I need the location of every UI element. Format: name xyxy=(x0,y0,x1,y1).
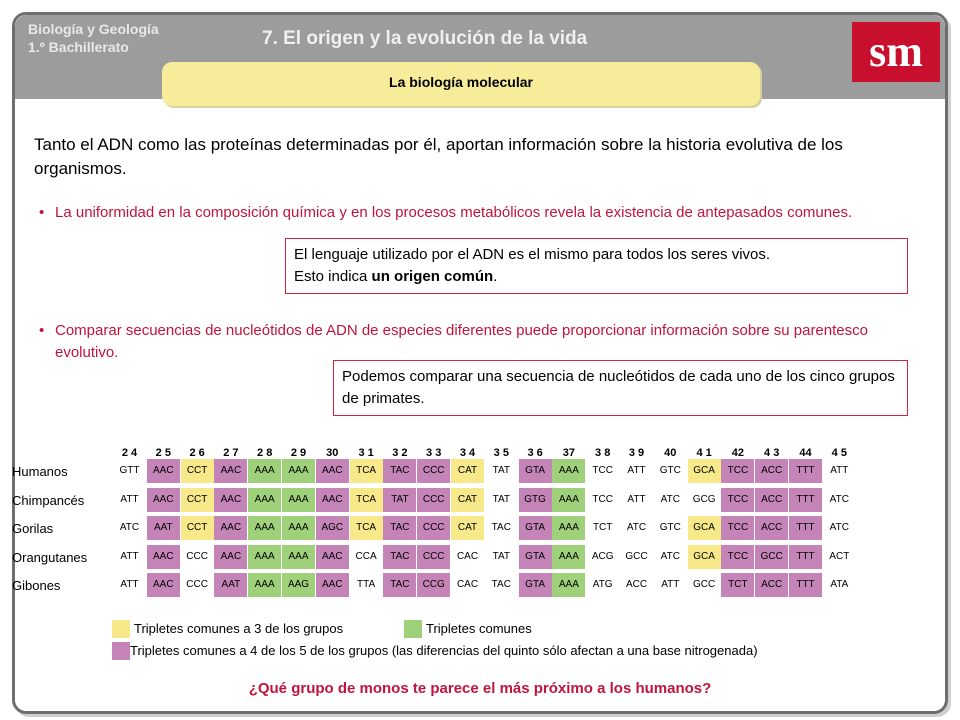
triplet-cell: GCA xyxy=(688,516,721,540)
row-label: Chimpancés xyxy=(12,492,85,508)
triplet-cell: GTA xyxy=(519,573,552,597)
triplet-cell: AAC xyxy=(316,545,349,569)
triplet-cell: TTT xyxy=(789,573,822,597)
triplet-cell: GTA xyxy=(519,516,552,540)
column-header: 3 8 xyxy=(595,447,611,459)
triplet-cell: AAC xyxy=(316,459,349,483)
triplet-cell: AAC xyxy=(147,488,180,512)
triplet-cell: AAC xyxy=(214,516,247,540)
triplet-cell: GCC xyxy=(625,550,648,562)
triplet-cell: CCC xyxy=(417,459,450,483)
column-header: 2 9 xyxy=(290,447,307,459)
triplet-cell: AAA xyxy=(248,459,281,483)
triplet-cell: AGC xyxy=(316,516,349,540)
triplet-cell: TAC xyxy=(383,459,416,483)
triplet-cell: AAA xyxy=(552,459,585,483)
column-header: 40 xyxy=(664,447,677,459)
compare-box xyxy=(333,360,908,416)
bullet-marker: • xyxy=(39,322,45,339)
triplet-cell: CCC xyxy=(417,488,450,512)
triplet-cell: AAC xyxy=(316,488,349,512)
triplet-cell: TCC xyxy=(721,516,754,540)
triplet-cell: TCA xyxy=(350,516,383,540)
triplet-cell: AAA xyxy=(282,516,315,540)
triplet-cell: AAA xyxy=(282,459,315,483)
column-header: 2 6 xyxy=(189,447,205,459)
triplet-cell: GCA xyxy=(688,545,721,569)
triplet-cell: TCC xyxy=(592,493,613,505)
triplet-cell: TTA xyxy=(357,579,376,590)
triplet-cell: AAA xyxy=(552,488,585,512)
triplet-cell: CCC xyxy=(417,516,450,540)
triplet-cell: CCC xyxy=(186,550,208,562)
triplet-cell: ATT xyxy=(120,493,139,505)
triplet-cell: TCA xyxy=(350,488,383,512)
triplet-cell: CAT xyxy=(451,488,484,512)
triplet-cell: ATT xyxy=(120,550,139,562)
triplet-cell: CAC xyxy=(456,550,479,562)
legend-green-swatch xyxy=(404,620,422,638)
compare-box-text: Podemos comparar una secuencia de nucleótidos de cada uno de los cinco grupos de primates. xyxy=(342,368,895,407)
legend-yellow-swatch xyxy=(112,620,130,638)
triplet-cell: ATG xyxy=(592,579,613,590)
column-header: 42 xyxy=(731,447,745,459)
column-header: 3 5 xyxy=(493,447,509,459)
triplet-cell: TAT xyxy=(492,493,510,505)
triplet-cell: GCC xyxy=(692,579,716,590)
chapter-title: 7. El origen y la evolución de la vida xyxy=(262,28,588,49)
common-origin-bold: un origen común xyxy=(371,268,494,285)
triplet-cell: GTC xyxy=(659,522,681,533)
triplet-cell: TAC xyxy=(383,573,416,597)
triplet-cell: AAA xyxy=(552,573,585,597)
logo-text: sm xyxy=(869,27,923,76)
triplet-cell: AAC xyxy=(316,573,349,597)
triplet-cell: CCC xyxy=(417,545,450,569)
triplet-cell: AAA xyxy=(282,545,315,569)
triplet-cell: TCC xyxy=(721,488,754,512)
column-header: 44 xyxy=(799,447,812,459)
triplet-cell: AAA xyxy=(282,488,315,512)
row-label: Orangutanes xyxy=(12,549,88,565)
row-label: Gorilas xyxy=(12,521,54,536)
row-label: Humanos xyxy=(12,464,68,479)
subject-line-2: 1.º Bachillerato xyxy=(28,39,129,55)
triplet-cell: TAC xyxy=(491,579,511,590)
triplet-cell: TCC xyxy=(721,459,754,483)
column-header: 2 7 xyxy=(223,447,239,459)
column-header: 2 4 xyxy=(121,447,138,459)
triplet-cell: CAC xyxy=(456,579,479,590)
section-title: La biología molecular xyxy=(389,74,533,90)
triplet-cell: CCC xyxy=(186,579,208,590)
triplet-cell: ATT xyxy=(627,493,646,505)
bullet-marker: • xyxy=(39,204,45,221)
common-origin-post: . xyxy=(493,268,498,285)
triplet-cell: ATC xyxy=(626,522,647,533)
triplet-cell: ACC xyxy=(625,579,648,590)
subject-line-1: Biología y Geología xyxy=(28,21,159,37)
triplet-cell: ATC xyxy=(119,522,140,533)
triplet-cell: TAT xyxy=(492,465,510,476)
triplet-cell: ACC xyxy=(755,573,788,597)
triplet-cell: TAC xyxy=(383,516,416,540)
column-header: 4 3 xyxy=(764,447,780,459)
triplet-cell: TCC xyxy=(592,465,613,476)
triplet-cell: AAA xyxy=(248,488,281,512)
triplet-cell: GTA xyxy=(519,545,552,569)
triplet-cell: AAC xyxy=(147,459,180,483)
triplet-cell: GCG xyxy=(692,493,716,505)
triplet-cell: AAG xyxy=(282,573,315,597)
triplet-cell: ATC xyxy=(660,550,680,562)
column-header: 4 5 xyxy=(831,447,847,459)
triplet-cell: TCA xyxy=(350,459,383,483)
column-header: 2 5 xyxy=(155,447,171,459)
subject-label xyxy=(28,20,218,56)
triplet-cell: ACC xyxy=(755,488,788,512)
triplet-cell: TTT xyxy=(789,459,822,483)
triplet-cell: ATT xyxy=(661,579,680,590)
triplet-cell: CCT xyxy=(181,516,214,540)
triplet-cell: GTT xyxy=(119,465,140,476)
triplet-cell: ATT xyxy=(120,579,139,590)
triplet-cell: ATT xyxy=(627,465,646,476)
common-origin-line-2 xyxy=(294,266,899,288)
triplet-cell: ATC xyxy=(829,522,849,533)
triplet-cell: AAA xyxy=(248,545,281,569)
common-origin-pre: Esto indica xyxy=(294,268,372,285)
triplet-cell: AAT xyxy=(147,516,180,540)
triplet-cell: ACC xyxy=(755,459,788,483)
triplet-cell: CAT xyxy=(451,459,484,483)
triplet-cell: AAC xyxy=(214,488,247,512)
triplet-cell: ATC xyxy=(829,493,849,505)
triplet-cell: AAA xyxy=(248,573,281,597)
triplet-cell: CCT xyxy=(181,488,214,512)
column-header: 3 4 xyxy=(459,447,476,459)
triplet-cell: GTC xyxy=(659,465,681,476)
triplet-cell: CAT xyxy=(451,516,484,540)
triplet-cell: TAC xyxy=(383,545,416,569)
column-header: 2 8 xyxy=(257,447,273,459)
common-origin-line-1: El lenguaje utilizado por el ADN es el mismo para todos los seres vivos. xyxy=(294,246,771,263)
triplet-cell: GTA xyxy=(519,459,552,483)
bullet-uniformity-text: La uniformidad en la composición química y en los procesos metabólicos revela la existencia de antepasados comunes. xyxy=(55,204,853,221)
triplet-cell: TAT xyxy=(492,550,510,562)
closing-question: ¿Qué grupo de monos te parece el más próximo a los humanos? xyxy=(248,680,712,697)
triplet-cell: CCG xyxy=(417,573,450,597)
legend-green-label: Tripletes comunes xyxy=(426,621,532,636)
legend-purple-swatch xyxy=(112,642,130,660)
triplet-cell: GTG xyxy=(519,488,552,512)
legend-purple-label: Tripletes comunes a 4 de los 5 de los grupos (las diferencias del quinto sólo afectan a una base nitrogenada) xyxy=(130,643,758,658)
triplet-cell: TAC xyxy=(491,522,511,533)
triplet-cell: TCT xyxy=(721,573,754,597)
column-header: 4 1 xyxy=(696,447,712,459)
triplet-cell: TTT xyxy=(789,545,822,569)
sm-logo xyxy=(852,22,940,82)
triplet-cell: TTT xyxy=(789,516,822,540)
triplet-cell: AAC xyxy=(214,545,247,569)
column-header: 30 xyxy=(326,447,339,459)
section-tab xyxy=(162,62,760,106)
triplet-cell: AAT xyxy=(214,573,247,597)
column-header: 37 xyxy=(562,447,576,459)
triplet-cell: TCC xyxy=(721,545,754,569)
triplet-cell: TAT xyxy=(383,488,416,512)
column-header: 3 2 xyxy=(392,447,408,459)
bullet-uniformity xyxy=(39,202,915,224)
triplet-cell: ACT xyxy=(829,550,850,562)
triplet-cell: AAC xyxy=(214,459,247,483)
triplet-cell: ACG xyxy=(591,550,614,562)
triplet-cell: ATA xyxy=(830,579,849,590)
triplet-cell: AAA xyxy=(248,516,281,540)
bullet-sequences xyxy=(39,320,915,364)
common-origin-box xyxy=(285,238,908,294)
triplet-cell: ATC xyxy=(660,493,680,505)
column-header: 3 3 xyxy=(426,447,442,459)
column-header: 3 9 xyxy=(628,447,645,459)
triplet-cell: GCA xyxy=(688,459,721,483)
triplet-cell: CCT xyxy=(181,459,214,483)
triplet-cell: GCC xyxy=(755,545,788,569)
column-header: 3 1 xyxy=(358,447,374,459)
triplet-cell: CCA xyxy=(355,550,377,562)
triplet-cell: AAC xyxy=(147,545,180,569)
triplet-cell: AAC xyxy=(147,573,180,597)
column-header: 3 6 xyxy=(527,447,543,459)
legend-yellow-label: Tripletes comunes a 3 de los grupos xyxy=(134,621,344,636)
bullet-sequences-text: Comparar secuencias de nucleótidos de ADN de especies diferentes puede proporcionar información sobre su parentesco evolutivo. xyxy=(55,322,868,361)
triplet-cell: ACC xyxy=(755,516,788,540)
triplet-cell: AAA xyxy=(552,545,585,569)
row-label: Gibones xyxy=(12,578,61,593)
intro-text: Tanto el ADN como las proteínas determinadas por él, aportan información sobre la historia evolutiva de los organismos. xyxy=(34,135,843,178)
triplet-cell: AAA xyxy=(552,516,585,540)
triplet-cell: TCT xyxy=(592,522,613,533)
triplet-cell: TTT xyxy=(789,488,822,512)
triplet-cell: ATT xyxy=(830,465,849,476)
